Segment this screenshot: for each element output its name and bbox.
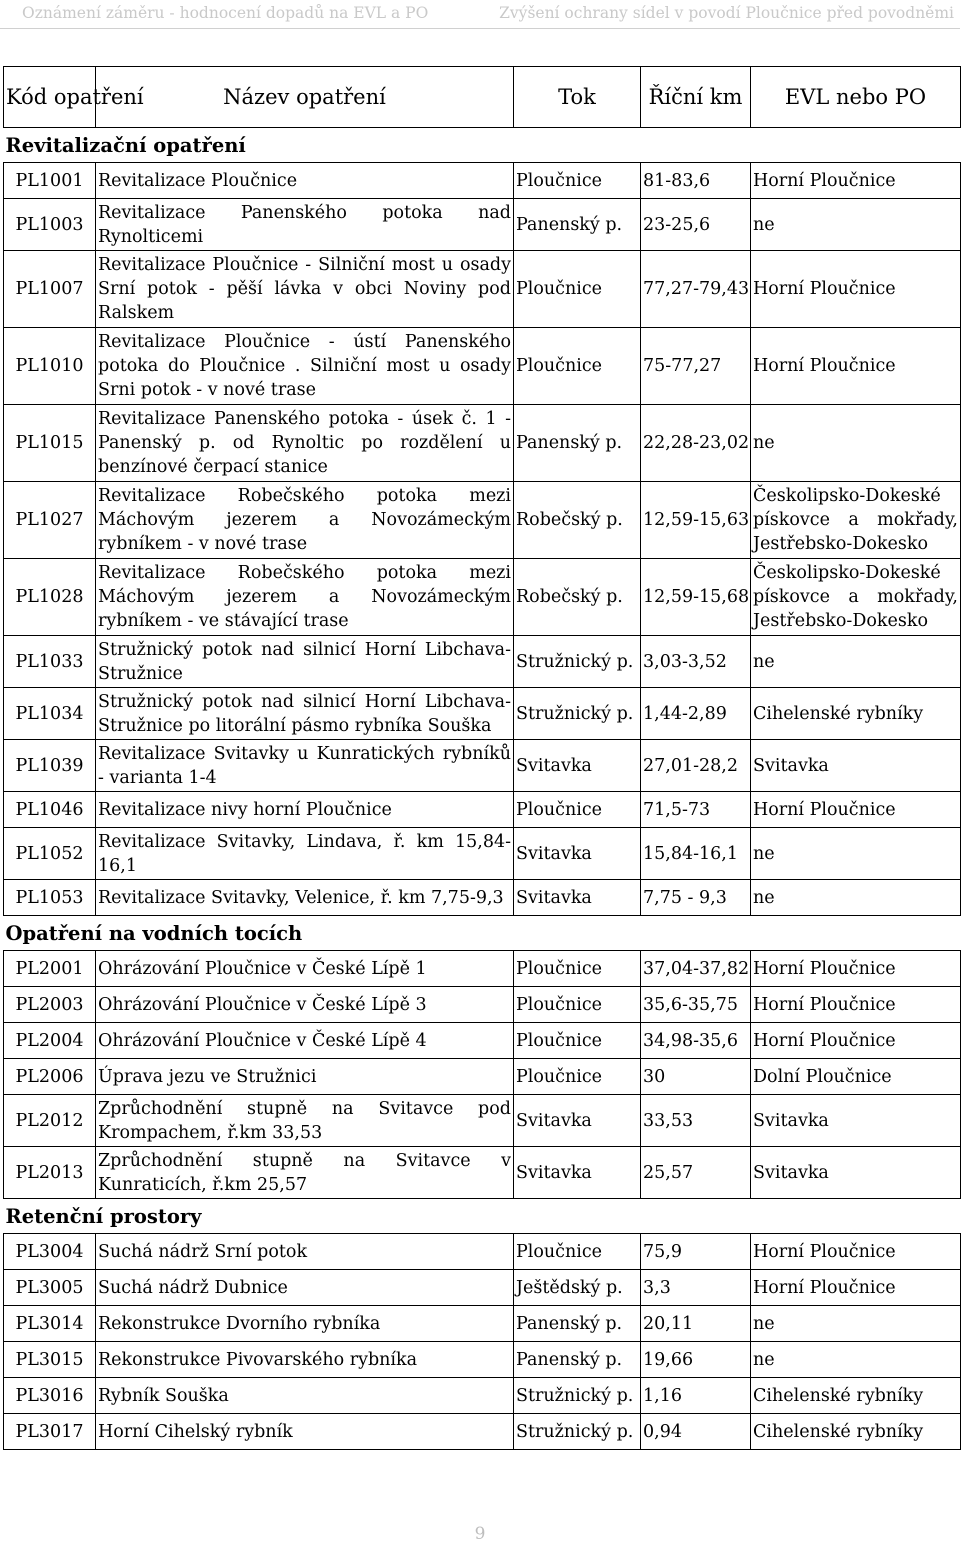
cell-name: Stružnický potok nad silnicí Horní Libchava-Stružnice [96,636,514,688]
table-row [4,405,961,482]
cell-tok: Stružnický p. [514,688,641,740]
table-row [4,987,961,1023]
cell-code: PL2003 [4,987,96,1023]
cell-name: Revitalizace Svitavky, Lindava, ř. km 15,84-16,1 [96,828,514,880]
cell-evl: Horní Ploučnice [751,1270,961,1306]
cell-evl: Cihelenské rybníky [751,688,961,740]
section-title: Revitalizační opatření [4,128,961,163]
col-header-name: Název opatření [96,67,514,128]
cell-code: PL1015 [4,405,96,482]
header-rule [0,28,960,29]
measures-table [3,66,961,1450]
cell-code: PL2013 [4,1147,96,1199]
cell-evl: ne [751,828,961,880]
cell-evl: Českolipsko-Dokeské pískovce a mokřady, Jestřebsko-Dokesko [751,559,961,636]
cell-code: PL2004 [4,1023,96,1059]
cell-tok: Panenský p. [514,199,641,251]
cell-code: PL2001 [4,951,96,987]
section-row [4,128,961,163]
cell-tok: Panenský p. [514,405,641,482]
section-title: Retenční prostory [4,1199,961,1234]
cell-name: Horní Cihelský rybník [96,1414,514,1450]
table-row [4,199,961,251]
cell-tok: Svitavka [514,1147,641,1199]
cell-name: Revitalizace Svitavky u Kunratických rybníků - varianta 1-4 [96,740,514,792]
cell-evl: ne [751,880,961,916]
cell-name: Revitalizace Ploučnice - Silniční most u osady Srní potok - pěší lávka v obci Noviny pod Ralskem [96,251,514,328]
section-row [4,1199,961,1234]
table-row [4,1095,961,1147]
col-header-tok: Tok [514,67,641,128]
cell-km: 3,03-3,52 [641,636,751,688]
cell-code: PL1007 [4,251,96,328]
cell-evl: Dolní Ploučnice [751,1059,961,1095]
section-title: Opatření na vodních tocích [4,916,961,951]
cell-km: 23-25,6 [641,199,751,251]
cell-name: Revitalizace Ploučnice - ústí Panenského potoka do Ploučnice . Silniční most u osady Srni potok - v nové trase [96,328,514,405]
table-row [4,559,961,636]
table-row [4,740,961,792]
cell-evl: Horní Ploučnice [751,328,961,405]
cell-name: Revitalizace Robečského potoka mezi Máchovým jezerem a Novozámeckým rybníkem - ve stávající trase [96,559,514,636]
cell-name: Revitalizace Svitavky, Velenice, ř. km 7,75-9,3 [96,880,514,916]
cell-name: Ohrázování Ploučnice v České Lípě 1 [96,951,514,987]
cell-code: PL2012 [4,1095,96,1147]
cell-tok: Svitavka [514,1095,641,1147]
cell-tok: Panenský p. [514,1306,641,1342]
table-row [4,1023,961,1059]
table-row [4,1147,961,1199]
cell-evl: ne [751,636,961,688]
cell-km: 33,53 [641,1095,751,1147]
cell-name: Revitalizace nivy horní Ploučnice [96,792,514,828]
cell-name: Suchá nádrž Dubnice [96,1270,514,1306]
cell-code: PL1010 [4,328,96,405]
table-row [4,792,961,828]
table-row [4,951,961,987]
section-row [4,916,961,951]
cell-tok: Svitavka [514,828,641,880]
table-row [4,482,961,559]
cell-code: PL3004 [4,1234,96,1270]
cell-tok: Ještědský p. [514,1270,641,1306]
cell-evl: ne [751,405,961,482]
cell-tok: Stružnický p. [514,636,641,688]
cell-code: PL1046 [4,792,96,828]
cell-name: Ohrázování Ploučnice v České Lípě 4 [96,1023,514,1059]
cell-km: 1,16 [641,1378,751,1414]
cell-km: 81-83,6 [641,163,751,199]
cell-evl: ne [751,199,961,251]
cell-code: PL1003 [4,199,96,251]
cell-tok: Svitavka [514,880,641,916]
cell-name: Úprava jezu ve Stružnici [96,1059,514,1095]
cell-km: 7,75 - 9,3 [641,880,751,916]
cell-code: PL3005 [4,1270,96,1306]
cell-km: 12,59-15,63 [641,482,751,559]
cell-code: PL1039 [4,740,96,792]
table-row [4,251,961,328]
col-header-km: Říční km [641,67,751,128]
cell-name: Revitalizace Ploučnice [96,163,514,199]
cell-tok: Ploučnice [514,1023,641,1059]
cell-code: PL1027 [4,482,96,559]
cell-tok: Ploučnice [514,951,641,987]
cell-tok: Ploučnice [514,1059,641,1095]
cell-km: 25,57 [641,1147,751,1199]
cell-tok: Panenský p. [514,1342,641,1378]
table-row [4,688,961,740]
cell-evl: ne [751,1342,961,1378]
cell-code: PL1034 [4,688,96,740]
cell-km: 75,9 [641,1234,751,1270]
cell-evl: Horní Ploučnice [751,251,961,328]
cell-tok: Ploučnice [514,163,641,199]
cell-evl: Horní Ploučnice [751,987,961,1023]
cell-code: PL1053 [4,880,96,916]
cell-km: 12,59-15,68 [641,559,751,636]
cell-tok: Robečský p. [514,559,641,636]
cell-km: 22,28-23,02 [641,405,751,482]
table-row [4,636,961,688]
col-header-evl: EVL nebo PO [751,67,961,128]
cell-km: 71,5-73 [641,792,751,828]
cell-name: Ohrázování Ploučnice v České Lípě 3 [96,987,514,1023]
table-row [4,1270,961,1306]
table-row [4,1414,961,1450]
cell-km: 1,44-2,89 [641,688,751,740]
running-header [0,0,960,26]
cell-code: PL2006 [4,1059,96,1095]
cell-km: 30 [641,1059,751,1095]
table-row [4,1234,961,1270]
table-row [4,1306,961,1342]
cell-code: PL3015 [4,1342,96,1378]
cell-km: 77,27-79,43 [641,251,751,328]
cell-name: Suchá nádrž Srní potok [96,1234,514,1270]
cell-code: PL1052 [4,828,96,880]
cell-km: 0,94 [641,1414,751,1450]
cell-code: PL3014 [4,1306,96,1342]
table-row [4,1378,961,1414]
cell-tok: Ploučnice [514,792,641,828]
cell-km: 20,11 [641,1306,751,1342]
cell-km: 3,3 [641,1270,751,1306]
table-row [4,880,961,916]
cell-evl: Svitavka [751,1147,961,1199]
cell-evl: Českolipsko-Dokeské pískovce a mokřady, Jestřebsko-Dokesko [751,482,961,559]
page-number: 9 [474,1524,486,1544]
cell-name: Rybník Souška [96,1378,514,1414]
cell-evl: Svitavka [751,740,961,792]
cell-tok: Ploučnice [514,987,641,1023]
cell-km: 27,01-28,2 [641,740,751,792]
cell-tok: Ploučnice [514,251,641,328]
table-header-row [4,67,961,128]
cell-code: PL1001 [4,163,96,199]
cell-evl: Horní Ploučnice [751,1023,961,1059]
cell-name: Rekonstrukce Dvorního rybníka [96,1306,514,1342]
cell-km: 37,04-37,82 [641,951,751,987]
cell-evl: Horní Ploučnice [751,951,961,987]
table-row [4,1342,961,1378]
cell-km: 19,66 [641,1342,751,1378]
cell-evl: Horní Ploučnice [751,163,961,199]
cell-km: 75-77,27 [641,328,751,405]
header-right: Zvýšení ochrany sídel v povodí Ploučnice před povodněmi [499,4,954,22]
cell-km: 34,98-35,6 [641,1023,751,1059]
cell-tok: Ploučnice [514,328,641,405]
cell-km: 15,84-16,1 [641,828,751,880]
table-row [4,828,961,880]
cell-tok: Stružnický p. [514,1414,641,1450]
cell-code: PL1033 [4,636,96,688]
cell-code: PL1028 [4,559,96,636]
table-row [4,163,961,199]
table-row [4,328,961,405]
cell-evl: ne [751,1306,961,1342]
cell-evl: Svitavka [751,1095,961,1147]
cell-tok: Svitavka [514,740,641,792]
table-row [4,1059,961,1095]
cell-name: Revitalizace Robečského potoka mezi Máchovým jezerem a Novozámeckým rybníkem - v nové trase [96,482,514,559]
cell-name: Revitalizace Panenského potoka nad Rynolticemi [96,199,514,251]
col-header-code: Kód opatření [4,67,96,128]
cell-evl: Cihelenské rybníky [751,1414,961,1450]
cell-evl: Horní Ploučnice [751,1234,961,1270]
cell-name: Stružnický potok nad silnicí Horní Libchava-Stružnice po litorální pásmo rybníka Souška [96,688,514,740]
cell-evl: Cihelenské rybníky [751,1378,961,1414]
cell-name: Revitalizace Panenského potoka - úsek č. 1 - Panenský p. od Rynoltic po rozdělení u benzínové čerpací stanice [96,405,514,482]
cell-name: Rekonstrukce Pivovarského rybníka [96,1342,514,1378]
cell-tok: Stružnický p. [514,1378,641,1414]
cell-name: Zprůchodnění stupně na Svitavce pod Krompachem, ř.km 33,53 [96,1095,514,1147]
cell-tok: Ploučnice [514,1234,641,1270]
cell-km: 35,6-35,75 [641,987,751,1023]
cell-name: Zprůchodnění stupně na Svitavce v Kunraticích, ř.km 25,57 [96,1147,514,1199]
cell-code: PL3016 [4,1378,96,1414]
cell-evl: Horní Ploučnice [751,792,961,828]
cell-tok: Robečský p. [514,482,641,559]
header-left: Oznámení záměru - hodnocení dopadů na EVL a PO [22,4,429,22]
cell-code: PL3017 [4,1414,96,1450]
